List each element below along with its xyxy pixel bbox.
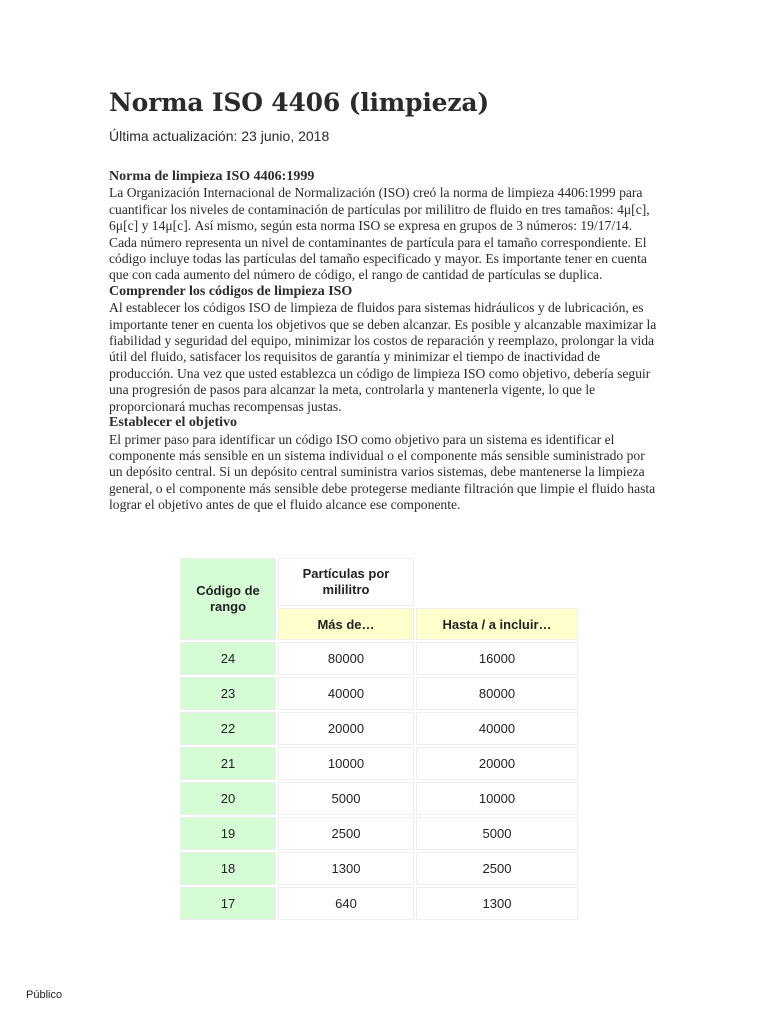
range-code-cell: 24 <box>180 642 276 675</box>
more-than-header: Más de… <box>278 608 414 640</box>
up-to-cell: 10000 <box>416 782 578 815</box>
table-row <box>180 677 578 710</box>
more-than-cell: 40000 <box>278 677 414 710</box>
section-text-objective: El primer paso para identificar un código ISO como objetivo para un sistema es identificar el componente más sensible en un sistema individual o el componente más sensible suministrado por un depósito central. Si un depósito central suministra varios sistemas, debe mantenerse la limpieza general, o el componente más sensible debe protegerse mediante filtración que limpie el fluido hasta lograr el objetivo antes de que el fluido alcance ese componente. <box>109 431 656 513</box>
table-row <box>180 887 578 920</box>
more-than-cell: 5000 <box>278 782 414 815</box>
more-than-cell: 2500 <box>278 817 414 850</box>
section-heading-understanding: Comprender los códigos de limpieza ISO <box>109 283 353 299</box>
range-code-cell: 21 <box>180 747 276 780</box>
range-code-cell: 20 <box>180 782 276 815</box>
table-row <box>180 642 578 675</box>
code-range-header: Código de rango <box>180 558 276 640</box>
up-to-cell: 40000 <box>416 712 578 745</box>
table-row <box>180 782 578 815</box>
more-than-cell: 80000 <box>278 642 414 675</box>
up-to-cell: 20000 <box>416 747 578 780</box>
document-body <box>109 86 661 514</box>
table-row <box>180 817 578 850</box>
section-text-standard: La Organización Internacional de Normalización (ISO) creó la norma de limpieza 4406:1999 para cuantificar los niveles de contaminación de partículas por mililitro de fluido en tres tamaños: 4μ[c], 6μ[c] y 14μ[c]. Así mismo, según esta norma ISO se expresa en grupos de 3 números: 19/17/14. Cada número representa un nivel de contaminantes de partícula para el tamaño correspondiente. El código incluye todas las partículas del tamaño especificado y mayor. Es importante tener en cuenta que con cada aumento del número de código, el rango de cantidad de partículas se duplica. <box>109 185 650 283</box>
iso-code-table <box>178 556 580 922</box>
page-title: Norma ISO 4406 (limpieza) <box>109 88 489 117</box>
more-than-cell: 640 <box>278 887 414 920</box>
up-to-cell: 5000 <box>416 817 578 850</box>
up-to-cell: 80000 <box>416 677 578 710</box>
more-than-cell: 10000 <box>278 747 414 780</box>
section-heading-objective: Establecer el objetivo <box>109 415 238 431</box>
range-code-cell: 18 <box>180 852 276 885</box>
range-code-cell: 17 <box>180 887 276 920</box>
more-than-cell: 1300 <box>278 852 414 885</box>
up-to-cell: 16000 <box>416 642 578 675</box>
range-code-cell: 22 <box>180 712 276 745</box>
up-to-cell: 1300 <box>416 887 578 920</box>
range-code-cell: 23 <box>180 677 276 710</box>
up-to-cell: 2500 <box>416 852 578 885</box>
last-updated: Última actualización: 23 junio, 2018 <box>109 128 330 144</box>
classification-label: Público <box>26 989 63 1001</box>
section-text-understanding: Al establecer los códigos ISO de limpieza de fluidos para sistemas hidráulicos y de lubricación, es importante tener en cuenta los objetivos que se deben alcanzar. Es posible y alcanzable maximizar la fiabilidad y seguridad del equipo, minimizar los costos de reparación y reemplazo, prolongar la vida útil del fluido, satisfacer los requisitos de garantía y minimizar el tiempo de inactividad de producción. Una vez que usted establezca un código de limpieza ISO como objetivo, debería seguir una progresión de pasos para alcanzar la meta, controlarla y mantenerla vigente, lo que le proporcionará muchas recompensas justas. <box>109 300 657 414</box>
table-row <box>180 747 578 780</box>
more-than-cell: 20000 <box>278 712 414 745</box>
section-heading-standard: Norma de limpieza ISO 4406:1999 <box>109 169 315 184</box>
range-code-cell: 19 <box>180 817 276 850</box>
particles-per-ml-header: Partículas por mililitro <box>278 558 414 606</box>
empty-header-cell <box>416 558 578 606</box>
up-to-header: Hasta / a incluir… <box>416 608 578 640</box>
table-row <box>180 852 578 885</box>
table-row <box>180 712 578 745</box>
